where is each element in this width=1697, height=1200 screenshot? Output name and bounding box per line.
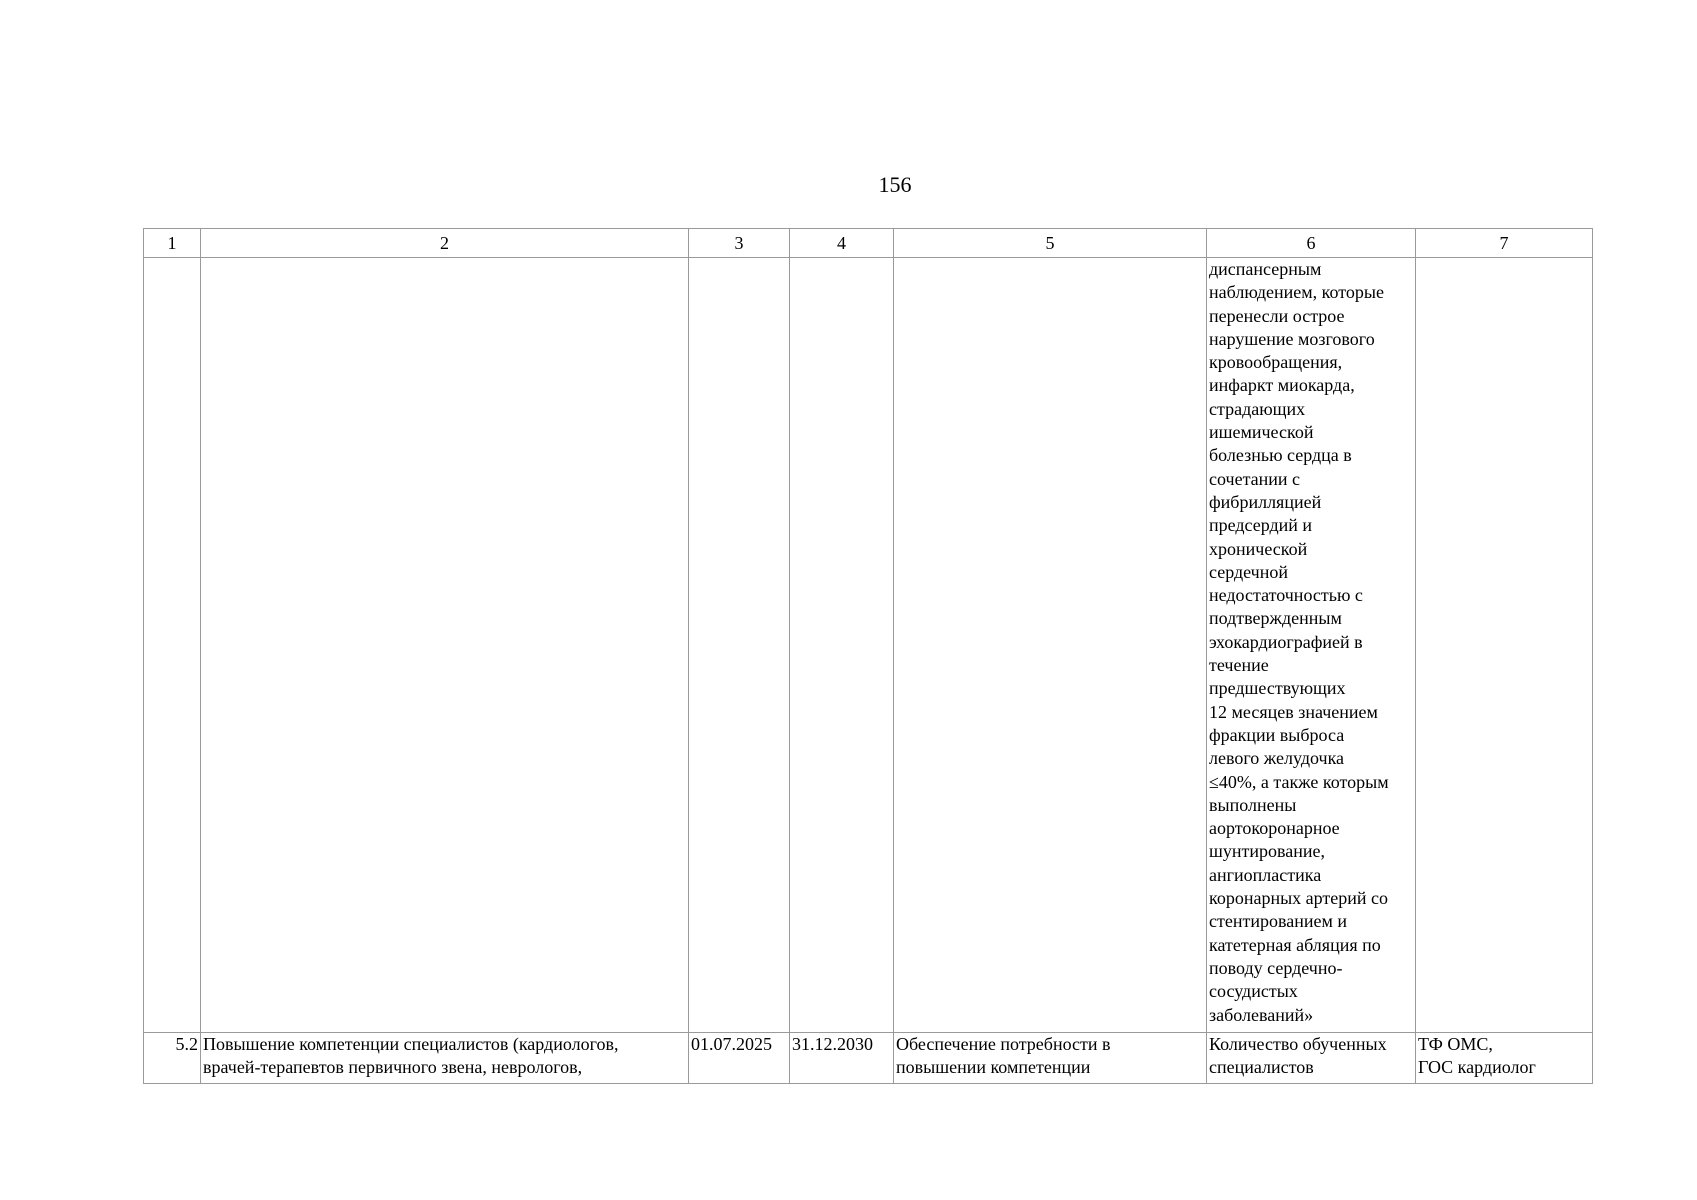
cell-text-line: подтвержденным — [1209, 608, 1342, 629]
cell-text-line: Обеспечение потребности в — [896, 1034, 1111, 1054]
cell-text-line: 12 месяцев значением — [1209, 701, 1378, 722]
cell-text-line: эхокардиографией в — [1209, 631, 1363, 652]
page-number: 156 — [878, 172, 912, 197]
cell-text-line: страдающих — [1209, 398, 1306, 419]
cell-text-line: выполнены — [1209, 794, 1297, 815]
cell-text-line: поводу сердечно- — [1209, 957, 1343, 978]
cell-item-number: 5.2 — [144, 1033, 201, 1084]
column-header: 5 — [894, 229, 1207, 258]
cell-empty — [144, 258, 201, 1033]
cell-end-date: 31.12.2030 — [790, 1033, 894, 1084]
table-row-continuation — [144, 258, 1593, 1033]
cell-text-line: сочетании с — [1209, 468, 1301, 489]
cell-empty — [689, 258, 790, 1033]
cell-text-line: шунтирование, — [1209, 841, 1325, 862]
cell-text-line: ТФ ОМС, — [1418, 1034, 1493, 1054]
cell-text-line: наблюдением, которые — [1209, 282, 1384, 303]
cell-text-line: фибрилляцией — [1209, 491, 1322, 512]
cell-indicator — [1207, 1033, 1416, 1084]
cell-text-line: левого желудочка — [1209, 748, 1345, 769]
cell-expected-result — [894, 1033, 1207, 1084]
cell-empty — [790, 258, 894, 1033]
cell-text-line: хронической — [1209, 538, 1308, 559]
table-row-5-2 — [144, 1033, 1593, 1084]
table-header-row — [144, 229, 1593, 258]
cell-text-line: кровообращения, — [1209, 352, 1343, 373]
cell-empty — [1416, 258, 1593, 1033]
cell-text-line: болезнью сердца в — [1209, 445, 1352, 466]
cell-text-line: сердечной — [1209, 561, 1288, 582]
cell-text-line: коронарных артерий со — [1209, 888, 1389, 909]
column-header: 1 — [144, 229, 201, 258]
column-header: 3 — [689, 229, 790, 258]
cell-text-line: ГОС кардиолог — [1418, 1057, 1536, 1078]
column-header: 7 — [1416, 229, 1593, 258]
cell-responsible — [1416, 1033, 1593, 1084]
cell-activity-name — [201, 1033, 689, 1084]
column-header: 4 — [790, 229, 894, 258]
cell-text-line: фракции выброса — [1209, 724, 1345, 745]
cell-text-line: специалистов — [1209, 1057, 1314, 1078]
cell-empty — [894, 258, 1207, 1033]
cell-text-line: диспансерным — [1209, 259, 1322, 279]
cell-text-line: ≤40%, а также которым — [1209, 771, 1389, 792]
cell-text-line: Количество обученных — [1209, 1034, 1387, 1054]
cell-text-line: перенесли острое — [1209, 305, 1345, 326]
cell-text-line: катетерная абляция по — [1209, 934, 1381, 955]
cell-text-line: врачей-терапевтов первичного звена, неврологов, — [203, 1057, 583, 1078]
cell-start-date: 01.07.2025 — [689, 1033, 790, 1084]
column-header: 6 — [1207, 229, 1416, 258]
cell-text-line: повышении компетенции — [896, 1057, 1091, 1078]
column-header: 2 — [201, 229, 689, 258]
cell-text-line: течение — [1209, 655, 1269, 676]
cell-empty — [201, 258, 689, 1033]
cell-text-line: ишемической — [1209, 422, 1314, 443]
plan-table — [143, 228, 1593, 1084]
cell-text-line: предшествующих — [1209, 678, 1346, 699]
cell-text-line: аортокоронарное — [1209, 818, 1340, 839]
cell-text-line: сосудистых — [1209, 981, 1298, 1002]
cell-text-line: недостаточностью с — [1209, 585, 1363, 606]
cell-text-line: нарушение мозгового — [1209, 328, 1375, 349]
cell-indicator-continued — [1207, 258, 1416, 1033]
cell-text-line: Повышение компетенции специалистов (кардиологов, — [203, 1034, 619, 1054]
cell-text-line: заболеваний» — [1209, 1004, 1314, 1025]
cell-text-line: стентированием и — [1209, 911, 1348, 932]
cell-text-line: инфаркт миокарда, — [1209, 375, 1355, 396]
cell-text-line: ангиопластика — [1209, 864, 1322, 885]
cell-text-line: предсердий и — [1209, 515, 1313, 536]
